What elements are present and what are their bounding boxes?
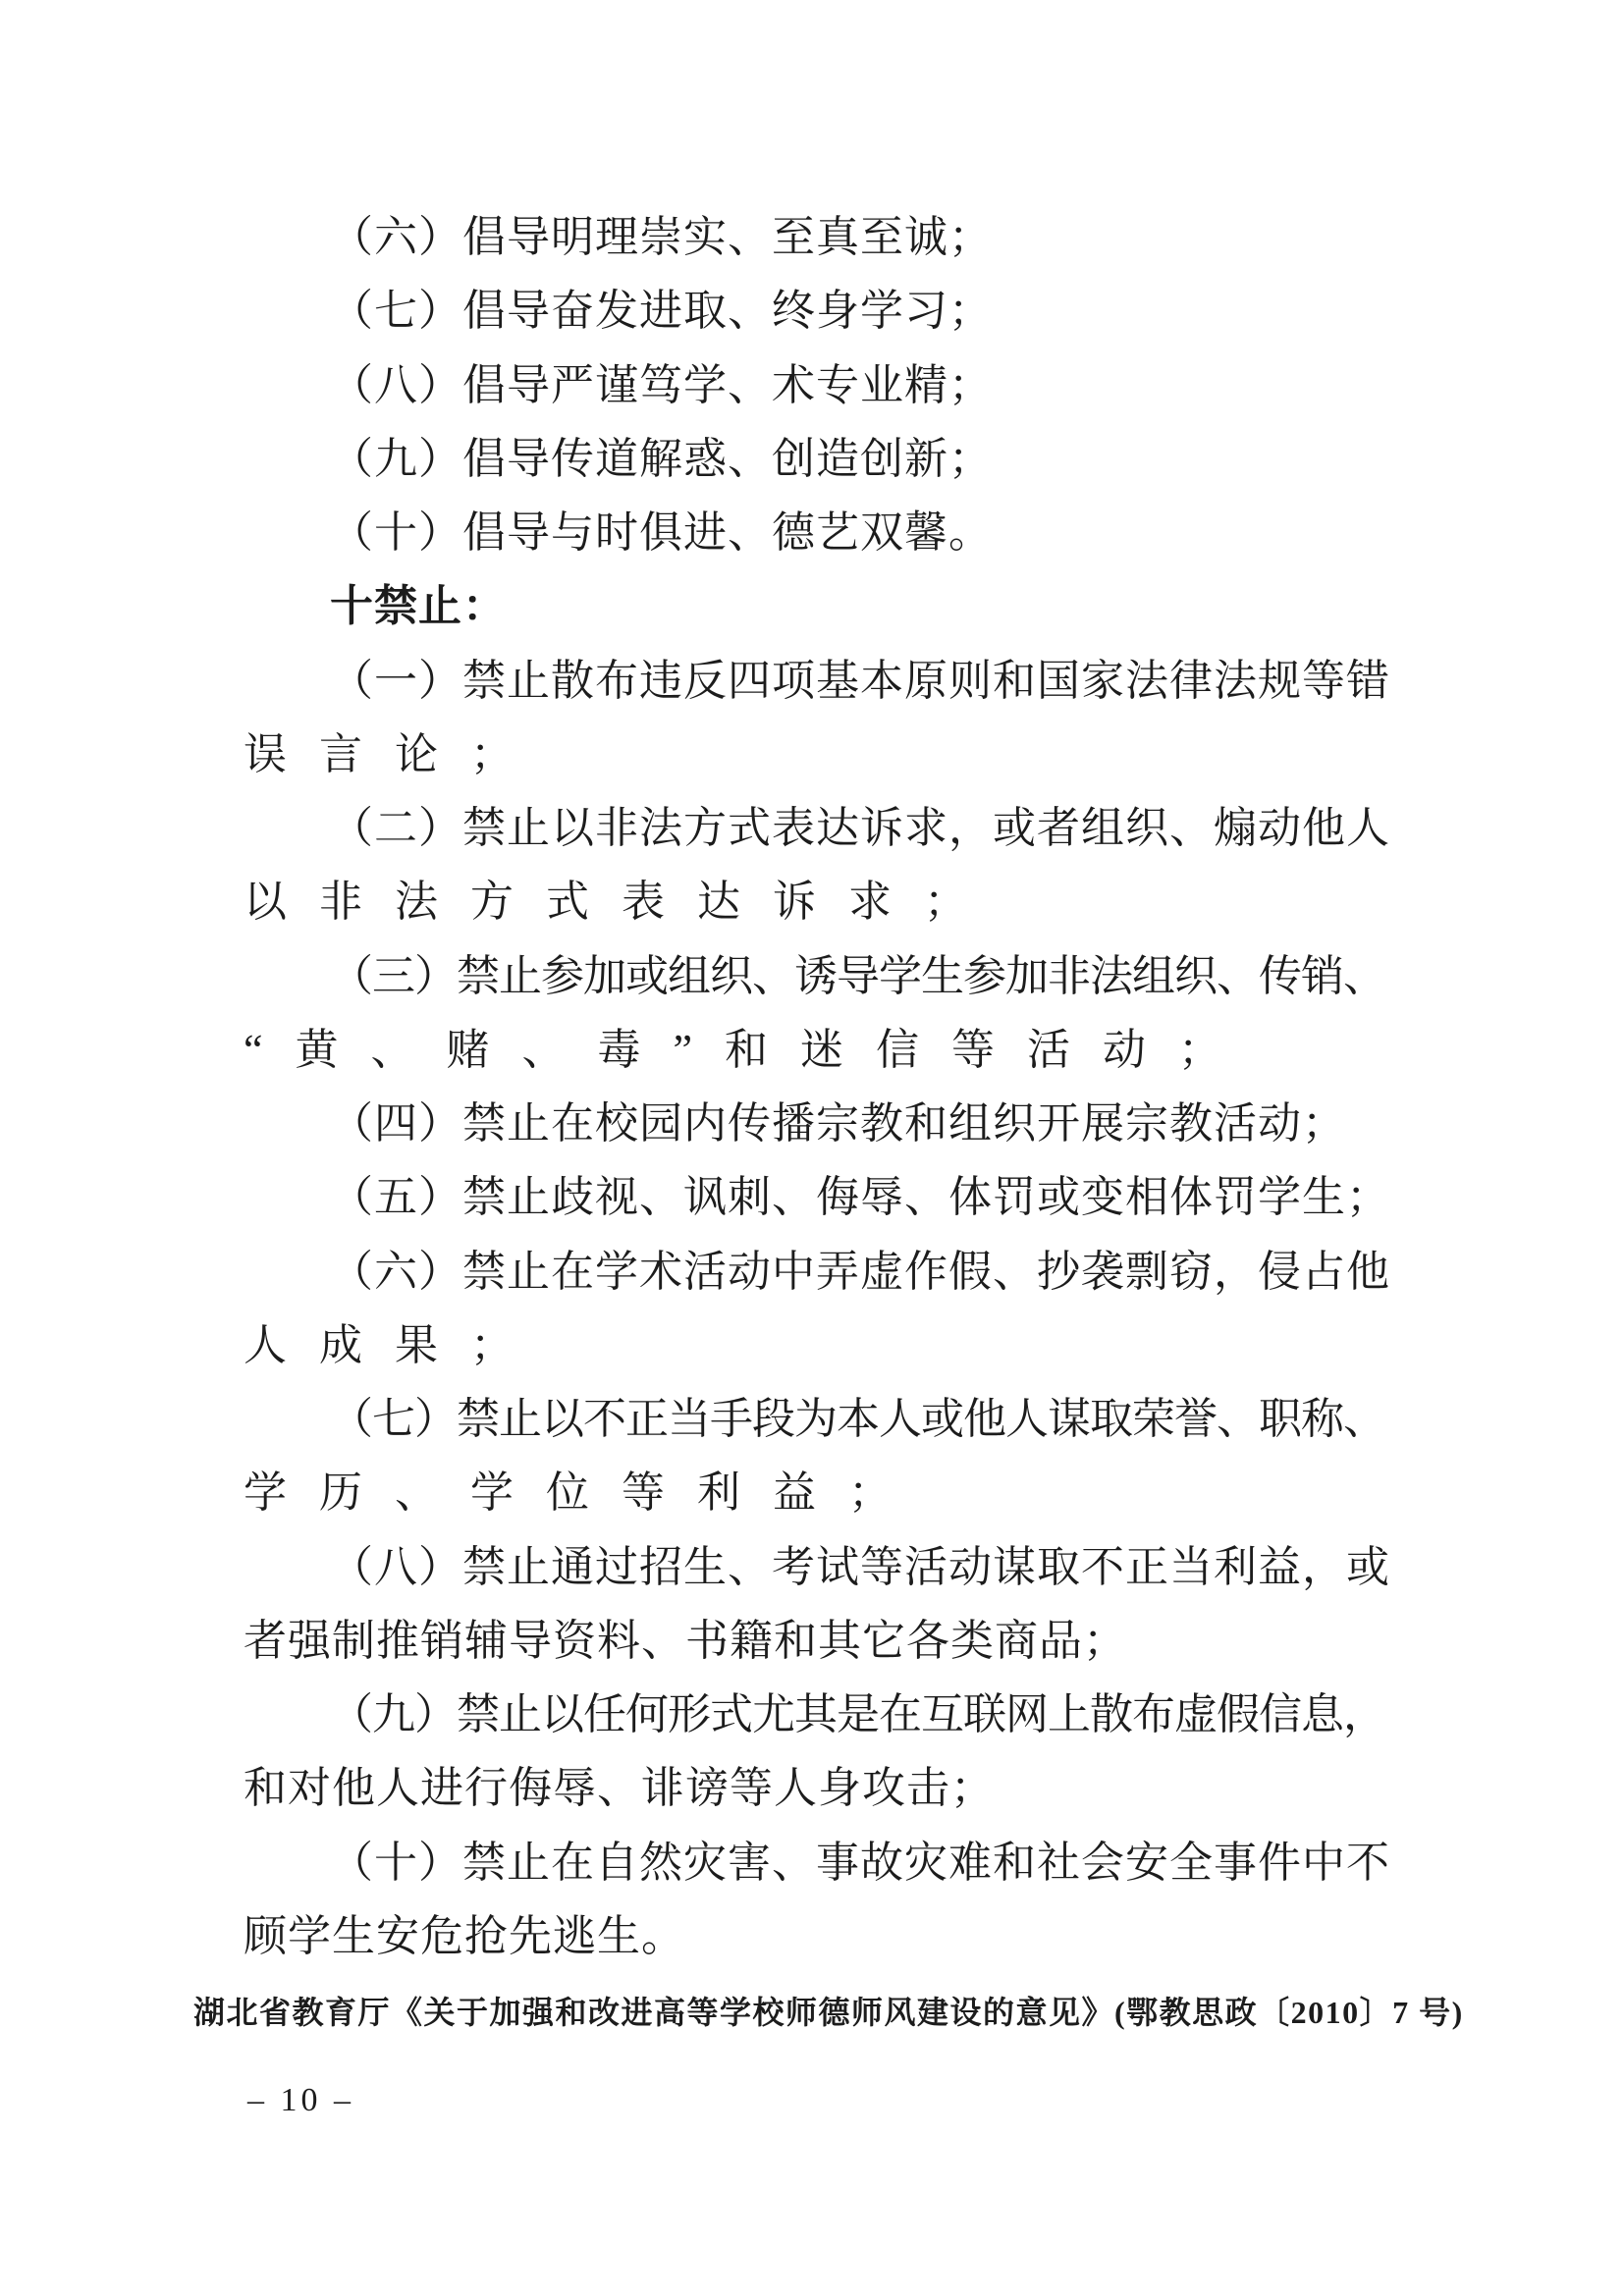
text-line: （四）禁止在校园内传播宗教和组织开展宗教活动； [330,1099,1346,1148]
text-line: 学历、学位等利益； [244,1468,924,1518]
text-line: 和对他人进行侮辱、诽谤等人身攻击； [244,1764,995,1813]
text-line: （六）倡导明理崇实、至真至诚； [330,213,993,261]
text-line: （三）禁止参加或组织、诱导学生参加非法组织、传销、 [330,951,1385,1000]
text-line: （九）倡导传道解惑、创造创新； [330,434,993,483]
body-text [244,200,1392,1973]
text-line: 顾学生安危抢先逃生。 [244,1911,685,1960]
text-line: 者强制推销辅导资料、书籍和其它各类商品； [244,1616,1127,1665]
text-line: （十）倡导与时俱进、德艺双馨。 [330,508,993,557]
section-heading: 十禁止： [330,582,507,631]
text-line: （五）禁止歧视、讽刺、侮辱、体罚或变相体罚学生； [330,1173,1390,1222]
text-line: （二）禁止以非法方式表达诉求，或者组织、煽动他人 [330,804,1390,852]
text-line: （六）禁止在学术活动中弄虚作假、抄袭剽窃，侵占他 [330,1247,1390,1296]
text-line: （七）禁止以不正当手段为本人或他人谋取荣誉、职称、 [330,1395,1385,1443]
text-line: （八）禁止通过招生、考试等活动谋取不正当利益，或 [330,1542,1390,1591]
text-line: 人成果； [244,1320,546,1369]
text-line: （八）倡导严谨笃学、术专业精； [330,360,993,409]
text-line: “黄、赌、毒”和迷信等活动； [244,1025,1255,1074]
text-line: 以非法方式表达诉求； [244,878,1000,927]
page-number: – 10 – [247,2082,354,2118]
text-line: （七）倡导奋发进取、终身学习； [330,287,993,336]
footnote-citation: 湖北省教育厅《关于加强和改进高等学校师德师风建设的意见》(鄂教思政〔2010〕7 号) [193,1995,1464,2030]
text-line: （九）禁止以任何形式尤其是在互联网上散布虚假信息， [330,1690,1385,1738]
text-line: （一）禁止散布违反四项基本原则和国家法律法规等错 [330,656,1390,705]
text-line: 误言论； [244,729,546,778]
text-line: （十）禁止在自然灾害、事故灾难和社会安全事件中不 [330,1838,1390,1887]
